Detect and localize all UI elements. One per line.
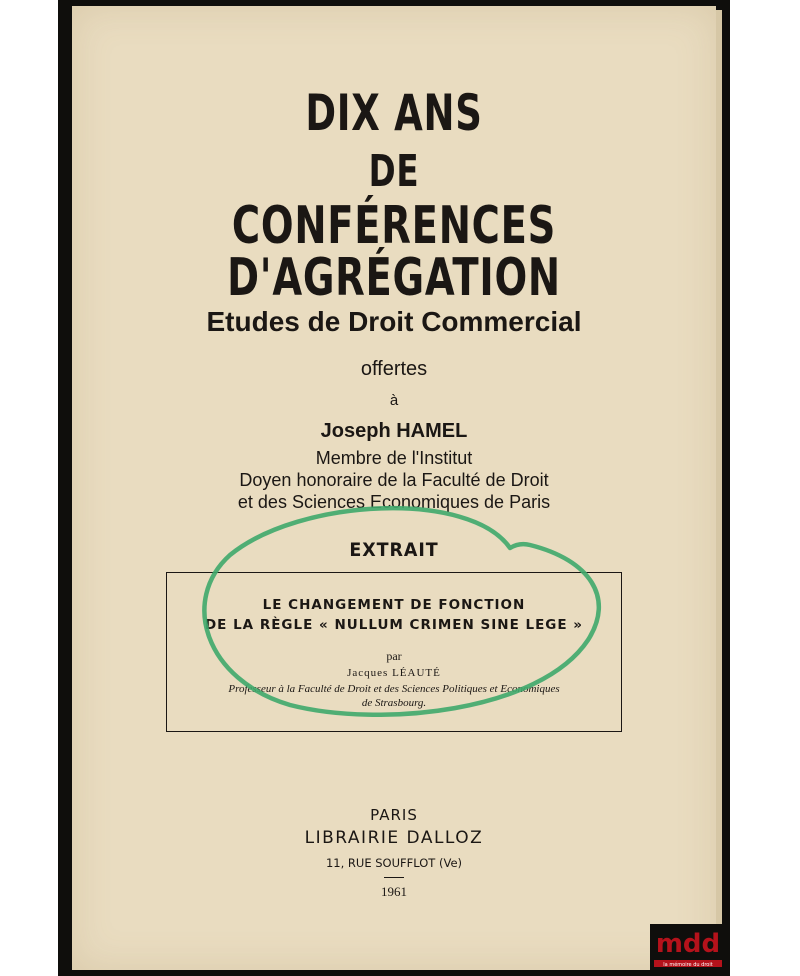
publication-year: 1961 [381, 884, 407, 899]
year-divider [384, 877, 404, 878]
article-title-line-1: LE CHANGEMENT DE FONCTION [262, 597, 526, 613]
title-line-2: DE [368, 146, 420, 197]
honoree-role-2: Doyen honoraire de la Faculté de Droit [239, 470, 549, 490]
article-author: Jacques LÉAUTÉ [347, 667, 441, 679]
honoree-role-1: Membre de l'Institut [315, 448, 473, 468]
honoree-name: Joseph HAMEL [320, 420, 468, 442]
author-affiliation-line-1: Professeur à la Faculté de Droit et des Sciences Politiques et Economiques [228, 683, 560, 695]
extrait-label: EXTRAIT [349, 539, 439, 561]
publisher-city: PARIS [370, 806, 418, 824]
subtitle: Etudes de Droit Commercial [206, 306, 582, 337]
honoree-role-3: et des Sciences Economiques de Paris [237, 492, 551, 512]
title-line-3: CONFÉRENCES D'AGRÉGATION [227, 196, 561, 308]
mdd-logo [650, 924, 726, 970]
svg-text:la mémoire du droit: la mémoire du droit [663, 962, 713, 968]
a-text: à [389, 392, 399, 409]
publisher-name: LIBRAIRIE DALLOZ [304, 828, 484, 848]
author-affiliation-line-2: de Strasbourg. [361, 697, 427, 709]
title-line-1: DIX ANS [305, 84, 483, 142]
svg-text:mdd: mdd [655, 929, 721, 959]
publisher-address: 11, RUE SOUFFLOT (Ve) [325, 856, 463, 870]
article-title-line-2: DE LA RÈGLE « NULLUM CRIMEN SINE LEGE » [204, 617, 584, 633]
offertes-text: offertes [360, 358, 428, 380]
par-text: par [386, 649, 402, 663]
